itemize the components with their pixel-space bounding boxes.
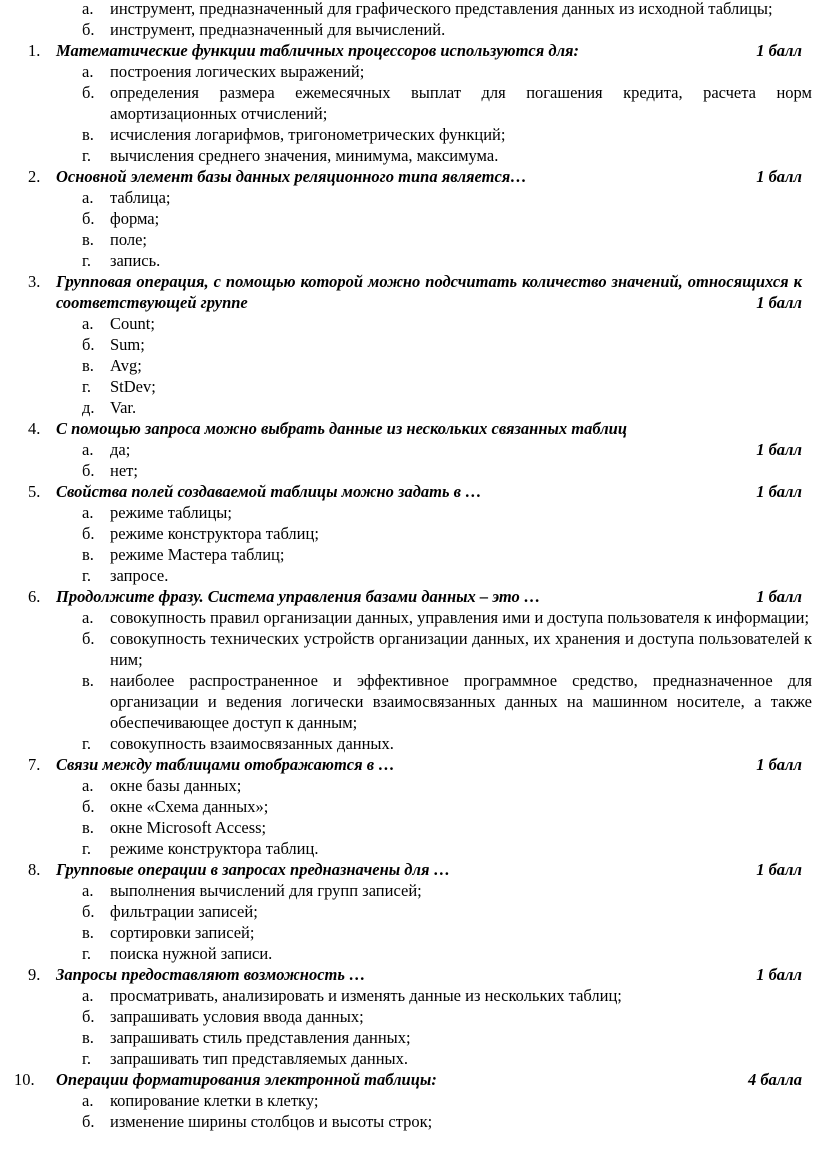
option-text: нет; <box>110 461 138 480</box>
question-number: 10. <box>14 1070 35 1089</box>
answer-option <box>0 838 816 859</box>
option-letter: а. <box>82 314 94 333</box>
option-letter: в. <box>82 818 94 837</box>
option-letter: а. <box>82 986 94 1005</box>
answer-option <box>0 124 816 145</box>
option-letter: в. <box>82 230 94 249</box>
answer-option <box>0 208 816 229</box>
option-text: окне базы данных; <box>110 776 242 795</box>
option-letter: а. <box>82 503 94 522</box>
option-text: запрашивать стиль представления данных; <box>110 1028 411 1047</box>
option-letter: в. <box>82 545 94 564</box>
option-letter: а. <box>82 440 94 459</box>
option-letter: б. <box>82 461 95 480</box>
question-points: 1 балл <box>750 964 802 985</box>
answer-option <box>0 1111 816 1132</box>
option-text: Sum; <box>110 335 145 354</box>
question-block <box>0 271 816 418</box>
answer-option <box>0 985 816 1006</box>
option-text: вычисления среднего значения, минимума, максимума. <box>110 146 499 165</box>
option-letter: в. <box>82 356 94 375</box>
question-number: 9. <box>28 965 41 984</box>
question-text: Групповые операции в запросах предназначены для … <box>56 860 451 879</box>
option-letter: г. <box>82 734 92 753</box>
option-text: сортировки записей; <box>110 923 255 942</box>
option-text: Avg; <box>110 356 142 375</box>
option-letter: б. <box>82 524 95 543</box>
option-letter: б. <box>82 902 95 921</box>
option-text: наиболее распространенное и эффективное программное средство, предназначенное для организации и ведения логически взаимосвязанных данных на машинном носителе, а также обеспечивающее доступ к данным; <box>110 671 812 732</box>
question-points: 1 балл <box>756 440 802 459</box>
answer-option <box>0 775 816 796</box>
question-number: 2. <box>28 167 41 186</box>
option-letter: б. <box>82 83 95 102</box>
option-text: поле; <box>110 230 148 249</box>
option-letter: а. <box>82 0 94 18</box>
answer-option <box>0 544 816 565</box>
question-points: 1 балл <box>750 586 802 607</box>
question-block <box>0 481 816 586</box>
option-text: фильтрации записей; <box>110 902 258 921</box>
option-text: режиме конструктора таблиц. <box>110 839 319 858</box>
answer-option <box>0 796 816 817</box>
question-text: С помощью запроса можно выбрать данные из нескольких связанных таблиц <box>56 419 628 438</box>
question-heading <box>0 418 816 439</box>
answer-option <box>0 0 816 19</box>
question-points: 1 балл <box>750 754 802 775</box>
option-letter: г. <box>82 251 92 270</box>
option-letter: а. <box>82 188 94 207</box>
option-letter: в. <box>82 125 94 144</box>
option-text: режиме таблицы; <box>110 503 232 522</box>
answer-option <box>0 670 816 733</box>
question-points: 1 балл <box>750 292 802 313</box>
answer-option <box>0 733 816 754</box>
option-text: таблица; <box>110 188 171 207</box>
question-points: 1 балл <box>750 166 802 187</box>
option-letter: д. <box>82 398 95 417</box>
option-letter: б. <box>82 209 95 228</box>
option-text: да; <box>110 440 131 459</box>
answer-option <box>0 313 816 334</box>
option-text: окне «Схема данных»; <box>110 797 269 816</box>
answer-option <box>0 943 816 964</box>
intro-options <box>0 0 816 40</box>
question-heading <box>0 1069 816 1090</box>
question-text: Математические функции табличных процессоров используются для: <box>56 41 580 60</box>
option-letter: г. <box>82 1049 92 1068</box>
question-text: Запросы предоставляют возможность … <box>56 965 366 984</box>
question-number: 6. <box>28 587 41 606</box>
answer-option <box>0 1090 816 1111</box>
answer-option <box>0 922 816 943</box>
question-heading <box>0 964 816 985</box>
question-number: 4. <box>28 419 41 438</box>
question-number: 5. <box>28 482 41 501</box>
answer-option <box>0 334 816 355</box>
answer-option <box>0 82 816 124</box>
option-letter: а. <box>82 776 94 795</box>
answer-option <box>0 607 816 628</box>
option-text: запросе. <box>110 566 169 585</box>
option-letter: в. <box>82 1028 94 1047</box>
question-text: Продолжите фразу. Система управления базами данных – это … <box>56 587 541 606</box>
question-text: Свойства полей создаваемой таблицы можно задать в … <box>56 482 482 501</box>
option-letter: в. <box>82 923 94 942</box>
option-text: режиме Мастера таблиц; <box>110 545 285 564</box>
question-heading <box>0 859 816 880</box>
question-heading <box>0 754 816 775</box>
question-list <box>0 40 816 1132</box>
option-text: запрашивать тип представляемых данных. <box>110 1049 408 1068</box>
question-block <box>0 754 816 859</box>
answer-option <box>0 19 816 40</box>
question-text: Групповая операция, с помощью которой можно подсчитать количество значений, относящихся к соответствующей группе <box>56 272 802 312</box>
option-text: совокупность правил организации данных, управления ими и доступа пользователя к информации; <box>110 608 810 627</box>
option-text: построения логических выражений; <box>110 62 365 81</box>
question-number: 7. <box>28 755 41 774</box>
option-text: поиска нужной записи. <box>110 944 273 963</box>
option-letter: г. <box>82 146 92 165</box>
option-text: изменение ширины столбцов и высоты строк; <box>110 1112 433 1131</box>
option-text: запрашивать условия ввода данных; <box>110 1007 364 1026</box>
option-letter: б. <box>82 629 95 648</box>
answer-option <box>0 229 816 250</box>
question-block <box>0 418 816 481</box>
question-number: 8. <box>28 860 41 879</box>
question-block <box>0 166 816 271</box>
question-block <box>0 1069 816 1132</box>
option-letter: а. <box>82 881 94 900</box>
question-number: 3. <box>28 272 41 291</box>
option-text: форма; <box>110 209 160 228</box>
option-letter: а. <box>82 1091 94 1110</box>
option-text: выполнения вычислений для групп записей; <box>110 881 422 900</box>
answer-option <box>0 880 816 901</box>
question-block <box>0 964 816 1069</box>
question-heading <box>0 40 816 61</box>
question-points: 4 балла <box>742 1069 802 1090</box>
question-points: 1 балл <box>750 859 802 880</box>
question-heading <box>0 166 816 187</box>
option-text: инструмент, предназначенный для графического представления данных из исходной таблицы; <box>110 0 773 18</box>
option-text: окне Microsoft Access; <box>110 818 267 837</box>
question-block <box>0 586 816 754</box>
answer-option <box>0 250 816 271</box>
answer-option <box>0 565 816 586</box>
option-text: определения размера ежемесячных выплат для погашения кредита, расчета норм амортизационных отчислений; <box>110 83 812 123</box>
option-letter: б. <box>82 797 95 816</box>
answer-option <box>0 145 816 166</box>
question-text: Связи между таблицами отображаются в … <box>56 755 395 774</box>
option-text: совокупность технических устройств организации данных, их хранения и доступа пользователей к ним; <box>110 629 812 669</box>
option-text: Var. <box>110 398 137 417</box>
option-letter: г. <box>82 566 92 585</box>
option-text: исчисления логарифмов, тригонометрических функций; <box>110 125 506 144</box>
option-text: запись. <box>110 251 161 270</box>
answer-option <box>0 1006 816 1027</box>
question-heading <box>0 481 816 502</box>
answer-option <box>0 439 816 460</box>
question-text: Операции форматирования электронной таблицы: <box>56 1070 437 1089</box>
option-letter: б. <box>82 335 95 354</box>
answer-option <box>0 460 816 481</box>
answer-option <box>0 397 816 418</box>
answer-option <box>0 523 816 544</box>
question-block <box>0 40 816 166</box>
option-text: инструмент, предназначенный для вычислений. <box>110 20 446 39</box>
option-letter: а. <box>82 62 94 81</box>
answer-option <box>0 355 816 376</box>
option-text: StDev; <box>110 377 156 396</box>
answer-option <box>0 502 816 523</box>
question-text: Основной элемент базы данных реляционного типа является… <box>56 167 527 186</box>
option-letter: г. <box>82 944 92 963</box>
answer-option <box>0 901 816 922</box>
option-letter: б. <box>82 20 95 39</box>
option-text: копирование клетки в клетку; <box>110 1091 319 1110</box>
option-letter: г. <box>82 839 92 858</box>
question-points: 1 балл <box>750 481 802 502</box>
answer-option <box>0 628 816 670</box>
answer-option <box>0 1048 816 1069</box>
answer-option <box>0 817 816 838</box>
option-text: совокупность взаимосвязанных данных. <box>110 734 394 753</box>
option-letter: а. <box>82 608 94 627</box>
question-block <box>0 859 816 964</box>
option-letter: в. <box>82 671 94 690</box>
option-text: режиме конструктора таблиц; <box>110 524 319 543</box>
question-heading <box>0 586 816 607</box>
answer-option <box>0 187 816 208</box>
option-text: Count; <box>110 314 155 333</box>
option-letter: б. <box>82 1007 95 1026</box>
option-letter: б. <box>82 1112 95 1131</box>
option-letter: г. <box>82 377 92 396</box>
answer-option <box>0 376 816 397</box>
question-heading <box>0 271 816 313</box>
question-points: 1 балл <box>750 40 802 61</box>
question-number: 1. <box>28 41 41 60</box>
option-text: просматривать, анализировать и изменять данные из нескольких таблиц; <box>110 986 622 1005</box>
answer-option <box>0 61 816 82</box>
answer-option <box>0 1027 816 1048</box>
